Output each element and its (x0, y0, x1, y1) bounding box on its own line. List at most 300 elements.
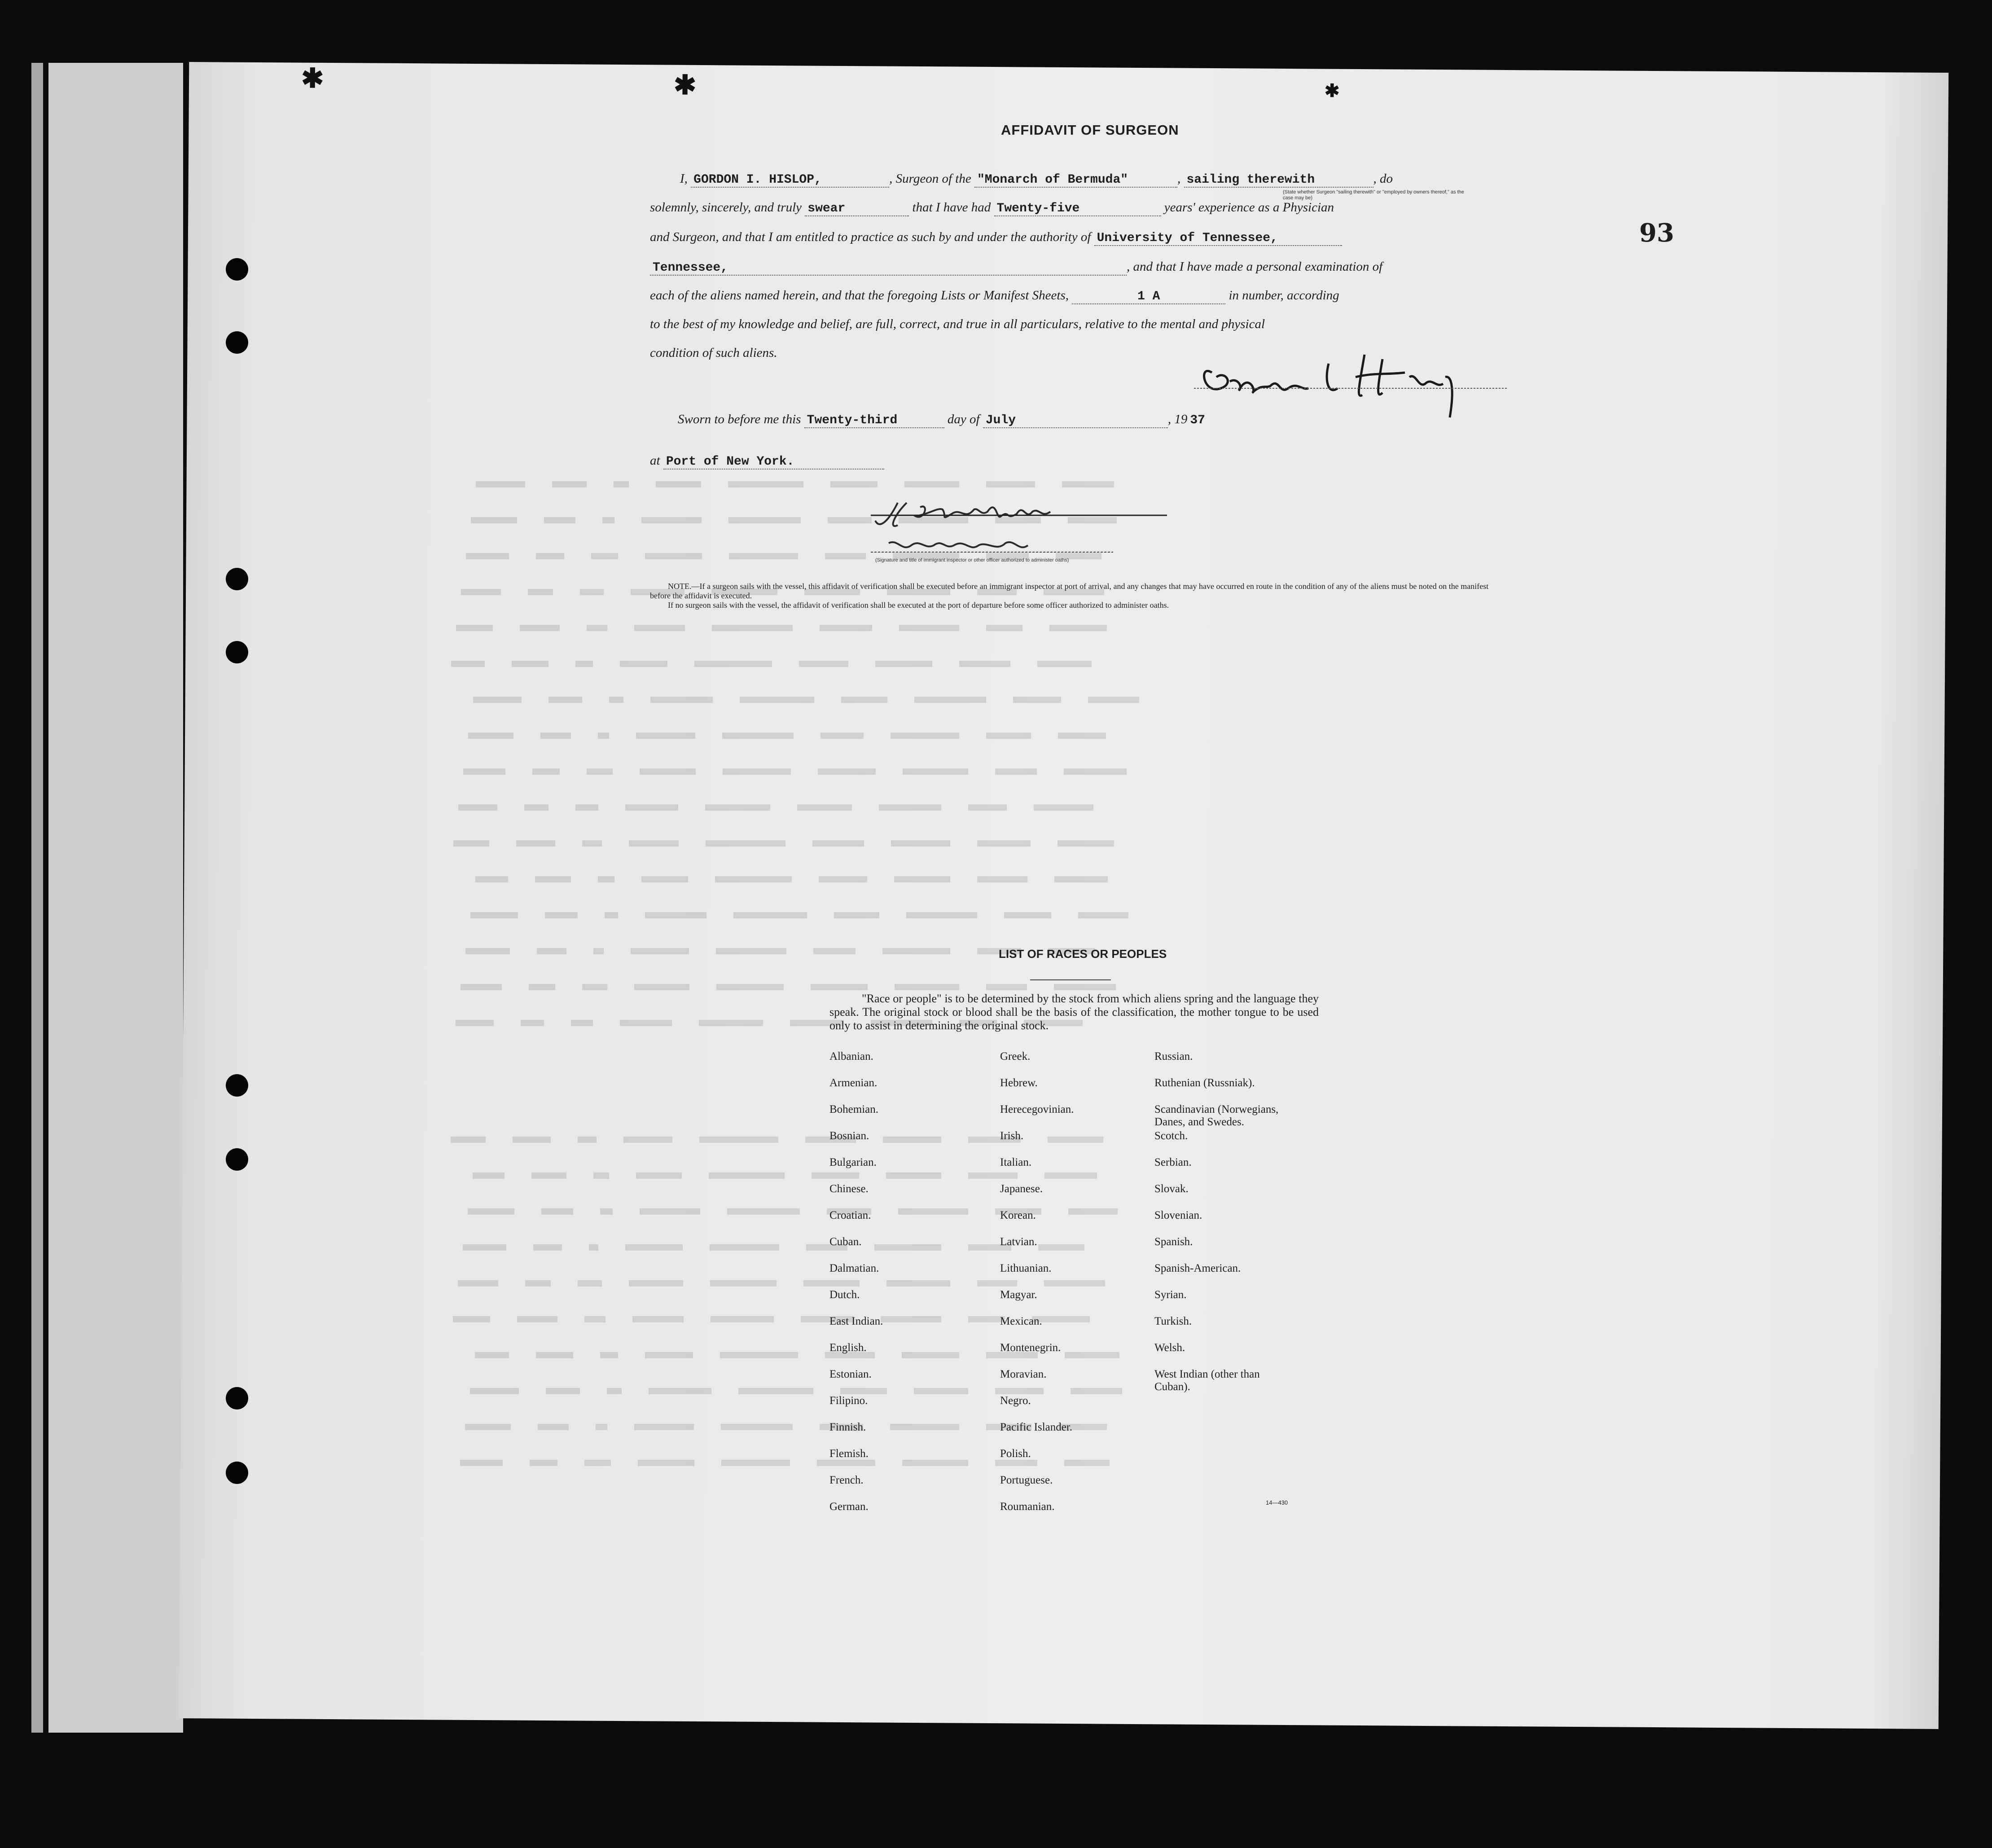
bleed-through-mark (820, 625, 872, 631)
bleed-through-mark (545, 912, 578, 918)
bleed-through-mark (589, 1244, 598, 1251)
race-entry: Korean. (1000, 1209, 1036, 1221)
manifest-sheets-count: 1 A (1072, 290, 1225, 304)
affidavit-text: each of the aliens named herein, and that the foregoing Lists or Manifest Sheets, (650, 288, 1069, 303)
bleed-through-mark (521, 1020, 544, 1026)
affidavit-text: in number, according (1229, 288, 1339, 303)
bleed-through-mark (902, 1352, 959, 1358)
race-entry: Negro. (1000, 1395, 1031, 1407)
bleed-through-mark (710, 1280, 777, 1286)
bleed-through-mark (525, 1280, 551, 1286)
bleed-through-mark (587, 768, 613, 775)
race-entry: Montenegrin. (1000, 1342, 1061, 1354)
bleed-through-row (81, 1351, 1831, 1369)
bleed-through-mark (540, 733, 571, 739)
bleed-through-mark (825, 553, 866, 559)
bleed-through-mark (453, 1316, 490, 1322)
race-entry: Russian. (1154, 1050, 1193, 1062)
bleed-through-mark (461, 589, 501, 595)
bleed-through-mark (460, 1460, 503, 1466)
bleed-through-mark (1034, 804, 1093, 811)
race-entry: Ruthenian (Russniak). (1154, 1077, 1255, 1089)
bleed-through-mark (914, 1388, 968, 1394)
license-authority: University of Tennessee, (1094, 231, 1342, 246)
bleed-through-mark (468, 733, 513, 739)
bleed-through-mark (584, 1460, 611, 1466)
ink-mark: ✱ (673, 70, 697, 100)
bleed-through-mark (517, 1316, 557, 1322)
race-entry: Filipino. (829, 1395, 868, 1407)
bleed-through-mark (914, 697, 986, 703)
races-column-1 (829, 1050, 883, 1527)
bleed-through-mark (548, 697, 582, 703)
bleed-through-row (81, 696, 1831, 714)
affidavit-text: I, (680, 171, 688, 186)
bleed-through-mark (593, 948, 604, 954)
bleed-through-mark (706, 840, 785, 847)
bleed-through-row (81, 624, 1831, 642)
vessel-name: "Monarch of Bermuda" (974, 173, 1177, 188)
race-entry: Magyar. (1000, 1289, 1037, 1301)
bleed-through-mark (531, 1172, 566, 1179)
bleed-through-mark (600, 1352, 618, 1358)
bleed-through-mark (571, 1020, 593, 1026)
race-entry: Finnish. (829, 1421, 866, 1433)
affidavit-text: , do (1373, 171, 1393, 186)
bleed-through-mark (799, 661, 848, 667)
bleed-through-mark (529, 984, 555, 990)
bleed-through-mark (895, 984, 959, 990)
bleed-through-mark (458, 804, 497, 811)
bleed-through-mark (721, 1460, 790, 1466)
bleed-through-mark (470, 1388, 519, 1394)
ink-mark: ✱ (301, 63, 324, 93)
bleed-through-mark (634, 1424, 694, 1430)
bleed-through-mark (995, 768, 1037, 775)
bleed-through-mark (607, 1388, 622, 1394)
affidavit-text: solemnly, sincerely, and truly (650, 200, 802, 215)
bleed-through-mark (536, 1352, 573, 1358)
bleed-through-row (81, 1243, 1831, 1261)
bleed-through-mark (546, 1388, 580, 1394)
bleed-through-mark (591, 553, 618, 559)
bleed-through-mark (466, 553, 509, 559)
bleed-through-mark (733, 912, 807, 918)
bleed-through-mark (578, 1280, 602, 1286)
bleed-through-mark (1057, 840, 1114, 847)
bleed-through-mark (721, 1424, 793, 1430)
bleed-through-mark (1064, 768, 1127, 775)
bleed-through-mark (593, 1172, 609, 1179)
bleed-through-mark (580, 589, 604, 595)
bleed-through-row (81, 732, 1831, 750)
bleed-through-mark (1071, 1388, 1122, 1394)
bleed-through-mark (977, 840, 1031, 847)
sworn-place-line (650, 453, 884, 470)
page-stack-edge (31, 63, 43, 1733)
bleed-through-mark (513, 1137, 551, 1143)
race-entry: East Indian. (829, 1315, 883, 1327)
bleed-through-mark (641, 876, 688, 882)
punch-hole (226, 1387, 248, 1409)
bleed-through-mark (468, 1208, 514, 1215)
bleed-through-mark (709, 1172, 785, 1179)
bleed-through-mark (874, 1244, 941, 1251)
race-entry: Dalmatian. (829, 1262, 879, 1274)
note-2: If no surgeon sails with the vessel, the affidavit of verification shall be executed at the port of departure before some officer authorized to administer oaths. (668, 601, 1169, 610)
punch-hole (226, 641, 248, 663)
race-entry: Serbian. (1154, 1156, 1192, 1168)
bleed-through-mark (528, 589, 553, 595)
race-entry: Italian. (1000, 1156, 1032, 1168)
punch-hole (226, 1148, 248, 1171)
bleed-through-mark (629, 1280, 683, 1286)
bleed-through-mark (598, 733, 609, 739)
bleed-through-mark (541, 1208, 573, 1215)
page-number: 93 (1639, 218, 1674, 248)
bleed-through-mark (638, 1460, 694, 1466)
bleed-through-mark (575, 804, 598, 811)
sworn-line (678, 412, 1208, 428)
bleed-through-row (81, 803, 1831, 821)
bleed-through-mark (710, 1244, 779, 1251)
race-entry: Polish. (1000, 1448, 1031, 1460)
race-entry: Bosnian. (829, 1130, 869, 1142)
race-entry: French. (829, 1474, 864, 1486)
race-entry: Greek. (1000, 1050, 1031, 1062)
race-entry: Scotch. (1154, 1130, 1188, 1142)
race-entry: Slovak. (1154, 1183, 1189, 1195)
bleed-through-mark (903, 768, 968, 775)
bleed-through-mark (475, 1352, 509, 1358)
bleed-through-mark (600, 1208, 613, 1215)
bleed-through-mark (694, 661, 772, 667)
race-entry: Dutch. (829, 1289, 860, 1301)
bleed-through-mark (738, 1388, 813, 1394)
bleed-through-mark (458, 1280, 498, 1286)
bleed-through-mark (629, 840, 679, 847)
years-experience: Twenty-five (994, 202, 1161, 216)
surgeon-name: GORDON I. HISLOP, (691, 173, 889, 188)
bleed-through-mark (813, 948, 856, 954)
punch-hole (226, 1462, 248, 1484)
bleed-through-mark (636, 1172, 682, 1179)
bleed-through-mark (620, 1020, 672, 1026)
bleed-through-mark (465, 1424, 511, 1430)
affidavit-text: , (1177, 171, 1181, 186)
bleed-through-mark (524, 804, 548, 811)
bleed-through-mark (465, 948, 510, 954)
race-entry: English. (829, 1342, 867, 1354)
signature-gordon-hislop (1194, 346, 1508, 422)
bleed-through-mark (598, 876, 614, 882)
bleed-through-mark (712, 625, 793, 631)
bleed-through-mark (811, 984, 868, 990)
affidavit-text: , and that I have made a personal examination of (1127, 259, 1383, 274)
bleed-through-mark (715, 876, 792, 882)
bleed-through-mark (587, 625, 607, 631)
affidavit-text: years' experience as a Physician (1164, 200, 1334, 215)
bleed-through-row (81, 1387, 1831, 1405)
bleed-through-mark (632, 1316, 684, 1322)
sworn-place: Port of New York. (663, 455, 884, 470)
bleed-through-mark (886, 1172, 941, 1179)
bleed-through-mark (516, 840, 555, 847)
bleed-through-mark (890, 1424, 959, 1430)
bleed-through-mark (723, 768, 791, 775)
bleed-through-mark (818, 768, 876, 775)
races-intro: "Race or people" is to be determined by the stock from which aliens spring and the language they speak. The original stock or blood shall be the basis of the classification, the mother tongue to be used only to assist in determining the original stock. (829, 992, 1319, 1032)
bleed-through-mark (882, 948, 950, 954)
bleed-through-row (81, 1423, 1831, 1441)
bleed-through-mark (476, 481, 525, 487)
punch-hole (226, 331, 248, 354)
punch-hole (226, 258, 248, 281)
license-authority-continued: Tennessee, (650, 261, 1127, 276)
bleed-through-mark (1013, 697, 1061, 703)
bleed-through-mark (544, 517, 575, 523)
sworn-day: Twenty-third (804, 413, 944, 428)
bleed-through-mark (605, 912, 618, 918)
page-stack-edge (48, 63, 183, 1733)
bleed-through-mark (699, 1020, 763, 1026)
race-entry: Herecegovinian. (1000, 1103, 1074, 1115)
bleed-through-mark (886, 1280, 950, 1286)
race-entry: West Indian (other than Cuban). (1154, 1368, 1260, 1393)
bleed-through-mark (532, 768, 560, 775)
sailing-status: sailing therewith (1184, 173, 1373, 188)
bleed-through-row (81, 1459, 1831, 1477)
bleed-through-mark (722, 733, 794, 739)
bleed-through-mark (645, 553, 702, 559)
bleed-through-mark (470, 912, 518, 918)
bleed-through-mark (1054, 876, 1108, 882)
bleed-through-mark (596, 1424, 607, 1430)
bleed-through-row (81, 1315, 1831, 1333)
affidavit-text: at (650, 453, 660, 468)
bleed-through-mark (471, 517, 517, 523)
bleed-through-row (81, 947, 1831, 965)
bleed-through-mark (640, 768, 696, 775)
races-column-2 (1000, 1050, 1074, 1527)
bleed-through-mark (894, 876, 950, 882)
affidavit-title: AFFIDAVIT OF SURGEON (1001, 122, 1179, 138)
bleed-through-mark (634, 984, 689, 990)
bleed-through-row (81, 911, 1831, 929)
affidavit-line-7: condition of such aliens. (650, 346, 777, 360)
bleed-through-mark (986, 481, 1035, 487)
race-entry: Spanish-American. (1154, 1262, 1241, 1274)
race-entry: Roumanian. (1000, 1501, 1055, 1513)
bleed-through-mark (1058, 733, 1106, 739)
bleed-through-mark (728, 481, 803, 487)
bleed-through-mark (986, 984, 1027, 990)
bleed-through-mark (898, 1208, 968, 1215)
bleed-through-mark (834, 912, 879, 918)
divider (1030, 979, 1111, 980)
race-entry: Welsh. (1154, 1342, 1185, 1354)
bleed-through-mark (650, 697, 713, 703)
bleed-through-mark (537, 948, 566, 954)
bleed-through-row (81, 1207, 1831, 1225)
bleed-through-mark (538, 1424, 569, 1430)
bleed-through-mark (453, 840, 489, 847)
bleed-through-mark (959, 661, 1010, 667)
bleed-through-mark (575, 661, 593, 667)
bleed-through-mark (720, 1352, 798, 1358)
affidavit-text: , Surgeon of the (889, 171, 971, 186)
sworn-month: July (983, 413, 1168, 428)
note-1: NOTE.—If a surgeon sails with the vessel, this affidavit of verification shall be executed before an immigrant inspector at port of arrival, and any changes that may have occurred en route in the condition of any of the aliens must be noted on the manifest before the affidavit is executed. (650, 582, 1489, 600)
bleed-through-mark (520, 625, 560, 631)
bleed-through-mark (645, 912, 706, 918)
affidavit-text: day of (947, 412, 980, 426)
bleed-through-mark (812, 840, 864, 847)
race-entry: Pacific Islander. (1000, 1421, 1073, 1433)
bleed-through-mark (879, 804, 941, 811)
bleed-through-mark (582, 984, 607, 990)
bleed-through-mark (740, 697, 814, 703)
bleed-through-row (81, 875, 1831, 893)
race-entry: Turkish. (1154, 1315, 1192, 1327)
bleed-through-mark (645, 1352, 693, 1358)
affidavit-line-6: to the best of my knowledge and belief, are full, correct, and true in all particulars, relative to the mental and physical (650, 317, 1265, 331)
bleed-through-mark (578, 1137, 597, 1143)
bleed-through-mark (906, 912, 977, 918)
race-entry: Armenian. (829, 1077, 878, 1089)
affidavit-text: , 19 (1167, 412, 1188, 426)
bleed-through-mark (463, 1244, 506, 1251)
race-entry: German. (829, 1501, 869, 1513)
bleed-through-mark (620, 661, 667, 667)
races-column-3 (1154, 1050, 1278, 1395)
bleed-through-mark (451, 1137, 486, 1143)
bleed-through-row (81, 768, 1831, 786)
race-entry: Lithuanian. (1000, 1262, 1052, 1274)
bleed-through-mark (899, 625, 959, 631)
race-entry: Japanese. (1000, 1183, 1043, 1195)
sworn-year: 37 (1190, 413, 1205, 427)
bleed-through-mark (729, 553, 798, 559)
bleed-through-mark (883, 1137, 941, 1143)
bleed-through-mark (841, 697, 887, 703)
affidavit-line-3 (650, 230, 1342, 246)
bleed-through-mark (536, 553, 564, 559)
bleed-through-mark (625, 804, 678, 811)
race-entry: Portuguese. (1000, 1474, 1053, 1486)
races-title: LIST OF RACES OR PEOPLES (999, 947, 1167, 961)
race-entry: Bohemian. (829, 1103, 879, 1115)
bleed-through-mark (614, 481, 629, 487)
bleed-through-mark (977, 876, 1027, 882)
bleed-through-mark (530, 1460, 557, 1466)
race-entry: Irish. (1000, 1130, 1024, 1142)
bleed-through-mark (881, 1316, 941, 1322)
bleed-through-mark (533, 1244, 562, 1251)
race-entry: Scandinavian (Norwegians, Danes, and Swedes. (1154, 1103, 1279, 1128)
bleed-through-mark (609, 697, 623, 703)
race-entry: Croatian. (829, 1209, 871, 1221)
bleed-through-mark (820, 733, 864, 739)
bleed-through-mark (711, 1316, 774, 1322)
affidavit-line-5 (650, 288, 1339, 304)
bleed-through-mark (986, 625, 1022, 631)
bleed-through-mark (463, 768, 505, 775)
bleed-through-mark (456, 625, 493, 631)
bleed-through-mark (830, 481, 878, 487)
bleed-through-row (81, 1136, 1831, 1154)
bleed-through-mark (475, 876, 508, 882)
bleed-through-mark (986, 733, 1031, 739)
affidavit-line-1 (680, 171, 1393, 188)
bleed-through-mark (716, 984, 784, 990)
bleed-through-mark (1068, 1208, 1118, 1215)
bleed-through-mark (456, 1020, 494, 1026)
bleed-through-mark (728, 517, 801, 523)
bleed-through-mark (512, 661, 548, 667)
race-entry: Bulgarian. (829, 1156, 877, 1168)
bleed-through-mark (1037, 661, 1092, 667)
bleed-through-row (81, 660, 1831, 678)
bleed-through-mark (891, 733, 959, 739)
oath-word: swear (805, 202, 909, 216)
punch-hole (226, 568, 248, 590)
bleed-through-mark (473, 697, 522, 703)
bleed-through-mark (968, 804, 1007, 811)
bleed-through-mark (451, 661, 485, 667)
bleed-through-mark (904, 481, 959, 487)
race-entry: Flemish. (829, 1448, 869, 1460)
bleed-through-mark (623, 1137, 672, 1143)
bleed-through-mark (552, 481, 587, 487)
bleed-through-mark (636, 733, 695, 739)
bleed-through-mark (535, 876, 571, 882)
officer-caption: (Signature and title of immigrant inspector or other officer authorized to administer oaths) (875, 557, 1069, 563)
form-number: 14—430 (1266, 1499, 1288, 1506)
bleed-through-mark (473, 1172, 505, 1179)
bleed-through-mark (727, 1208, 800, 1215)
bleed-through-mark (705, 804, 770, 811)
bleed-through-mark (797, 804, 852, 811)
affidavit-line-2 (650, 200, 1334, 216)
bleed-through-mark (602, 517, 614, 523)
bleed-through-mark (875, 661, 932, 667)
race-entry: Chinese. (829, 1183, 869, 1195)
affidavit-note (650, 582, 1498, 610)
race-entry: Spanish. (1154, 1236, 1193, 1248)
bleed-through-mark (649, 1388, 711, 1394)
bleed-through-mark (656, 481, 701, 487)
race-entry: Estonian. (829, 1368, 872, 1380)
bleed-through-mark (625, 1244, 683, 1251)
affidavit-line-4 (650, 259, 1382, 276)
race-entry: Cuban. (829, 1236, 862, 1248)
bleed-through-mark (819, 876, 867, 882)
bleed-through-row (81, 1172, 1831, 1190)
bleed-through-mark (641, 517, 702, 523)
bleed-through-mark (716, 948, 786, 954)
ink-mark: ✱ (1324, 80, 1340, 101)
race-entry: Hebrew. (1000, 1077, 1038, 1089)
bleed-through-mark (1088, 697, 1139, 703)
bleed-through-mark (699, 1137, 778, 1143)
race-entry: Slovenian. (1154, 1209, 1202, 1221)
bleed-through-row (81, 1279, 1831, 1297)
affidavit-text: that I have had (912, 200, 991, 215)
bleed-through-mark (631, 948, 689, 954)
punch-hole (226, 1074, 248, 1097)
bleed-through-mark (891, 840, 950, 847)
